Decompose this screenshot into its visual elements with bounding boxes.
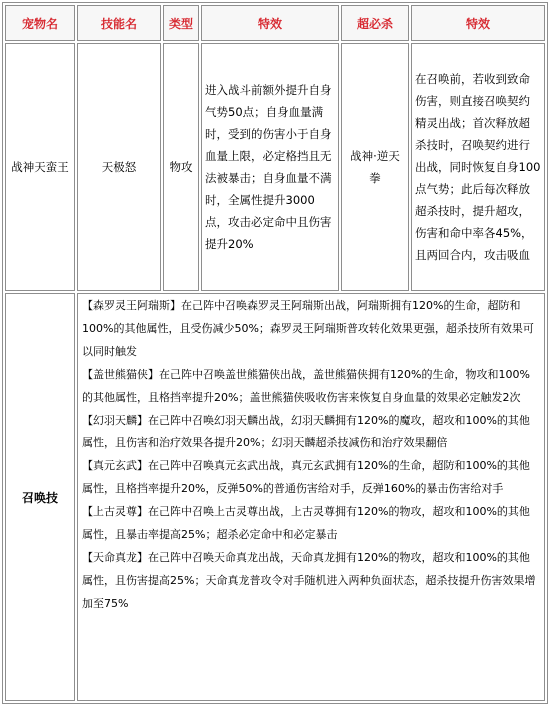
header-ultimate: 超必杀 — [341, 5, 409, 41]
summon-row — [5, 293, 545, 701]
summon-entry — [82, 364, 540, 410]
summon-entry — [82, 295, 540, 364]
header-pet-name: 宠物名 — [5, 5, 75, 41]
cell-effect: 进入战斗前额外提升自身气势50点；自身血量满时，受到的伤害小于自身血量上限，必定格挡且无法被暴击；自身血量不满时，全属性提升3000点，攻击必定命中且伤害提升20% — [201, 43, 339, 291]
summon-entry-name: 【幻羽天麟】 — [82, 413, 148, 427]
header-ultimate-effect: 特效 — [411, 5, 545, 41]
summon-entry-text: 在己阵中召唤幻羽天麟出战，幻羽天麟拥有120%的魔攻，超攻和100%的其他属性，且伤害和治疗效果各提升20%；幻羽天麟超杀技减伤和治疗效果翻倍 — [82, 413, 530, 450]
summon-entry — [82, 410, 540, 456]
cell-pet-name: 战神天蛮王 — [5, 43, 75, 291]
summon-label: 召唤技 — [5, 293, 75, 701]
summon-entry-text: 在己阵中召唤上古灵尊出战，上古灵尊拥有120%的物攻，超攻和100%的其他属性，且暴击率提高25%；超杀必定命中和必定暴击 — [82, 505, 530, 542]
cell-type: 物攻 — [163, 43, 199, 291]
header-row — [5, 5, 545, 41]
cell-ultimate: 战神·逆天拳 — [341, 43, 409, 291]
summon-entry-name: 【盖世熊猫侠】 — [82, 367, 159, 381]
summon-entry — [82, 455, 540, 501]
table-row — [5, 43, 545, 291]
summon-entry-text: 在己阵中召唤盖世熊猫侠出战，盖世熊猫侠拥有120%的生命，物攻和100%的其他属性，且格挡率提升20%；盖世熊猫侠吸收伤害来恢复自身血量的效果必定触发2次 — [82, 367, 530, 404]
summon-entries — [77, 293, 545, 701]
header-type: 类型 — [163, 5, 199, 41]
summon-entry-text: 在己阵中召唤天命真龙出战，天命真龙拥有120%的物攻，超攻和100%的其他属性，且伤害提高25%；天命真龙普攻令对手随机进入两种负面状态，超杀技提升伤害效果增加至75% — [82, 550, 536, 610]
pet-skill-table — [2, 2, 548, 704]
summon-entry — [82, 501, 540, 547]
summon-entry-text: 在己阵中召唤森罗灵王阿瑞斯出战，阿瑞斯拥有120%的生命，超防和100%的其他属性，且受伤减少50%；森罗灵王阿瑞斯普攻转化效果更强，超杀技所有效果可以同时触发 — [82, 299, 534, 358]
header-skill-name: 技能名 — [77, 5, 161, 41]
cell-skill-name: 天极怒 — [77, 43, 161, 291]
summon-entry-name: 【天命真龙】 — [82, 550, 148, 564]
summon-entry-name: 【森罗灵王阿瑞斯】 — [82, 299, 181, 312]
summon-entry-name: 【上古灵尊】 — [82, 505, 148, 519]
summon-entry-text: 在己阵中召唤真元玄武出战，真元玄武拥有120%的生命，超防和100%的其他属性，且格挡率提升20%，反弹50%的普通伤害给对手，反弹160%的暴击伤害给对手 — [82, 459, 530, 496]
cell-ultimate-effect: 在召唤前，若收到致命伤害，则直接召唤契约精灵出战；首次释放超杀技时，召唤契约进行出战，同时恢复自身100点气势；此后每次释放超杀技时，提升超攻，伤害和命中率各45%，且两回合内，攻击吸血 — [411, 43, 545, 291]
summon-entry-name: 【真元玄武】 — [82, 459, 148, 473]
header-effect: 特效 — [201, 5, 339, 41]
summon-entry — [82, 547, 540, 616]
